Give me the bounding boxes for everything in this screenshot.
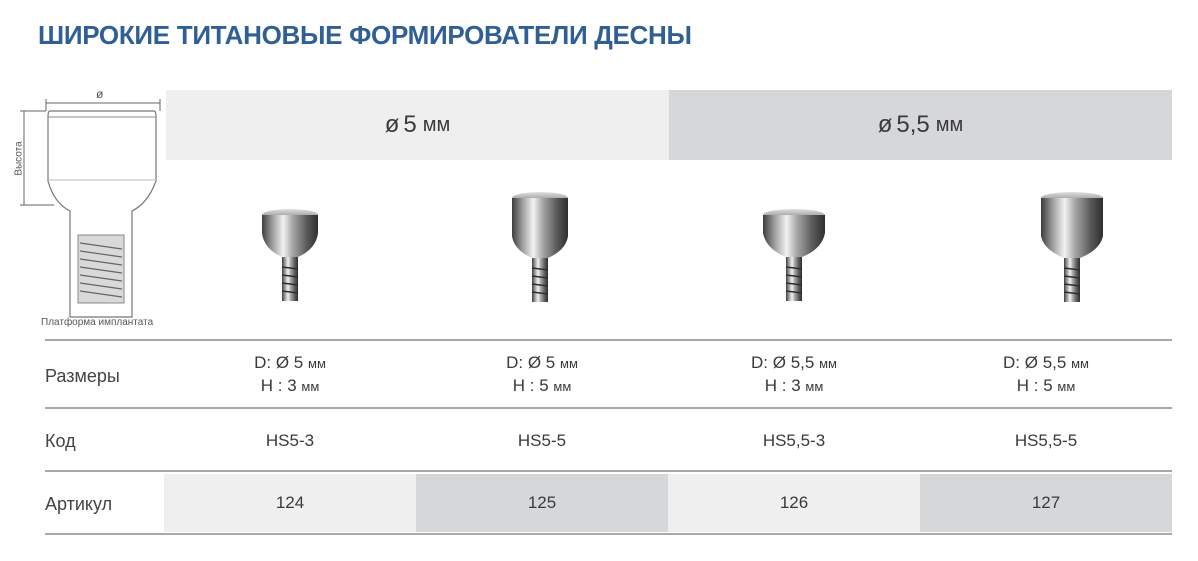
abutment-image-hs5-5-5 <box>1030 188 1114 306</box>
abutment-image-hs5-3 <box>250 205 330 305</box>
table-divider <box>45 339 1172 341</box>
article-cell: 124 <box>164 474 416 532</box>
abutment-image-hs5-5-3 <box>752 205 836 305</box>
diameter-value: 5 <box>403 111 417 138</box>
healing-abutment-schema <box>14 85 184 335</box>
diameter-unit: мм <box>422 113 451 136</box>
d-value: 5,5 <box>1042 353 1067 372</box>
row-label-sizes: Размеры <box>45 366 120 386</box>
h-unit: мм <box>1057 379 1076 394</box>
diameter-value: 5,5 <box>896 111 930 138</box>
d-prefix: D: Ø <box>751 353 786 372</box>
d-value: 5,5 <box>790 353 815 372</box>
table-divider <box>45 407 1172 409</box>
diameter-symbol: ø <box>384 111 400 138</box>
h-prefix: H : <box>512 376 540 395</box>
header-diameter-5-5 <box>669 90 1172 160</box>
size-cell <box>920 352 1172 398</box>
h-prefix: H : <box>1016 376 1044 395</box>
row-label-article: Артикул <box>45 494 113 514</box>
size-cell <box>416 352 668 398</box>
size-cell <box>668 352 920 398</box>
h-unit: мм <box>301 379 320 394</box>
d-prefix: D: Ø <box>254 353 290 372</box>
d-value: 5 <box>545 353 556 372</box>
code-cell: HS5-3 <box>265 431 315 450</box>
table-divider <box>45 470 1172 472</box>
code-cell: HS5,5-5 <box>1014 431 1078 450</box>
page-title: ШИРОКИЕ ТИТАНОВЫЕ ФОРМИРОВАТЕЛИ ДЕСНЫ <box>38 20 692 50</box>
diameter-label: ø <box>96 87 104 101</box>
platform-label: Платформа имплантата <box>41 317 154 328</box>
table-divider <box>45 533 1172 535</box>
d-value: 5 <box>293 353 304 372</box>
diameter-symbol: ø <box>877 111 893 138</box>
abutment-image-hs5-5 <box>500 188 580 306</box>
article-cell: 127 <box>920 474 1172 532</box>
h-unit: мм <box>805 379 824 394</box>
height-label: Высота <box>13 141 25 176</box>
d-prefix: D: Ø <box>1003 353 1038 372</box>
d-unit: мм <box>308 356 326 371</box>
h-value: 3 <box>287 376 297 395</box>
h-unit: мм <box>553 379 572 394</box>
d-prefix: D: Ø <box>506 353 542 372</box>
header-diameter-5 <box>166 90 669 160</box>
d-unit: мм <box>560 356 578 371</box>
h-prefix: H : <box>764 376 792 395</box>
code-cell: HS5,5-3 <box>762 431 826 450</box>
d-unit: мм <box>819 356 837 371</box>
article-cell: 125 <box>416 474 668 532</box>
h-prefix: H : <box>260 376 288 395</box>
h-value: 3 <box>791 376 801 395</box>
abutment-diagram-icon <box>14 85 184 335</box>
h-value: 5 <box>539 376 549 395</box>
diameter-unit: мм <box>935 113 964 136</box>
row-label-code: Код <box>45 431 76 451</box>
d-unit: мм <box>1071 356 1089 371</box>
article-cell: 126 <box>668 474 920 532</box>
h-value: 5 <box>1043 376 1053 395</box>
size-cell <box>164 352 416 398</box>
code-cell: HS5-5 <box>517 431 567 450</box>
